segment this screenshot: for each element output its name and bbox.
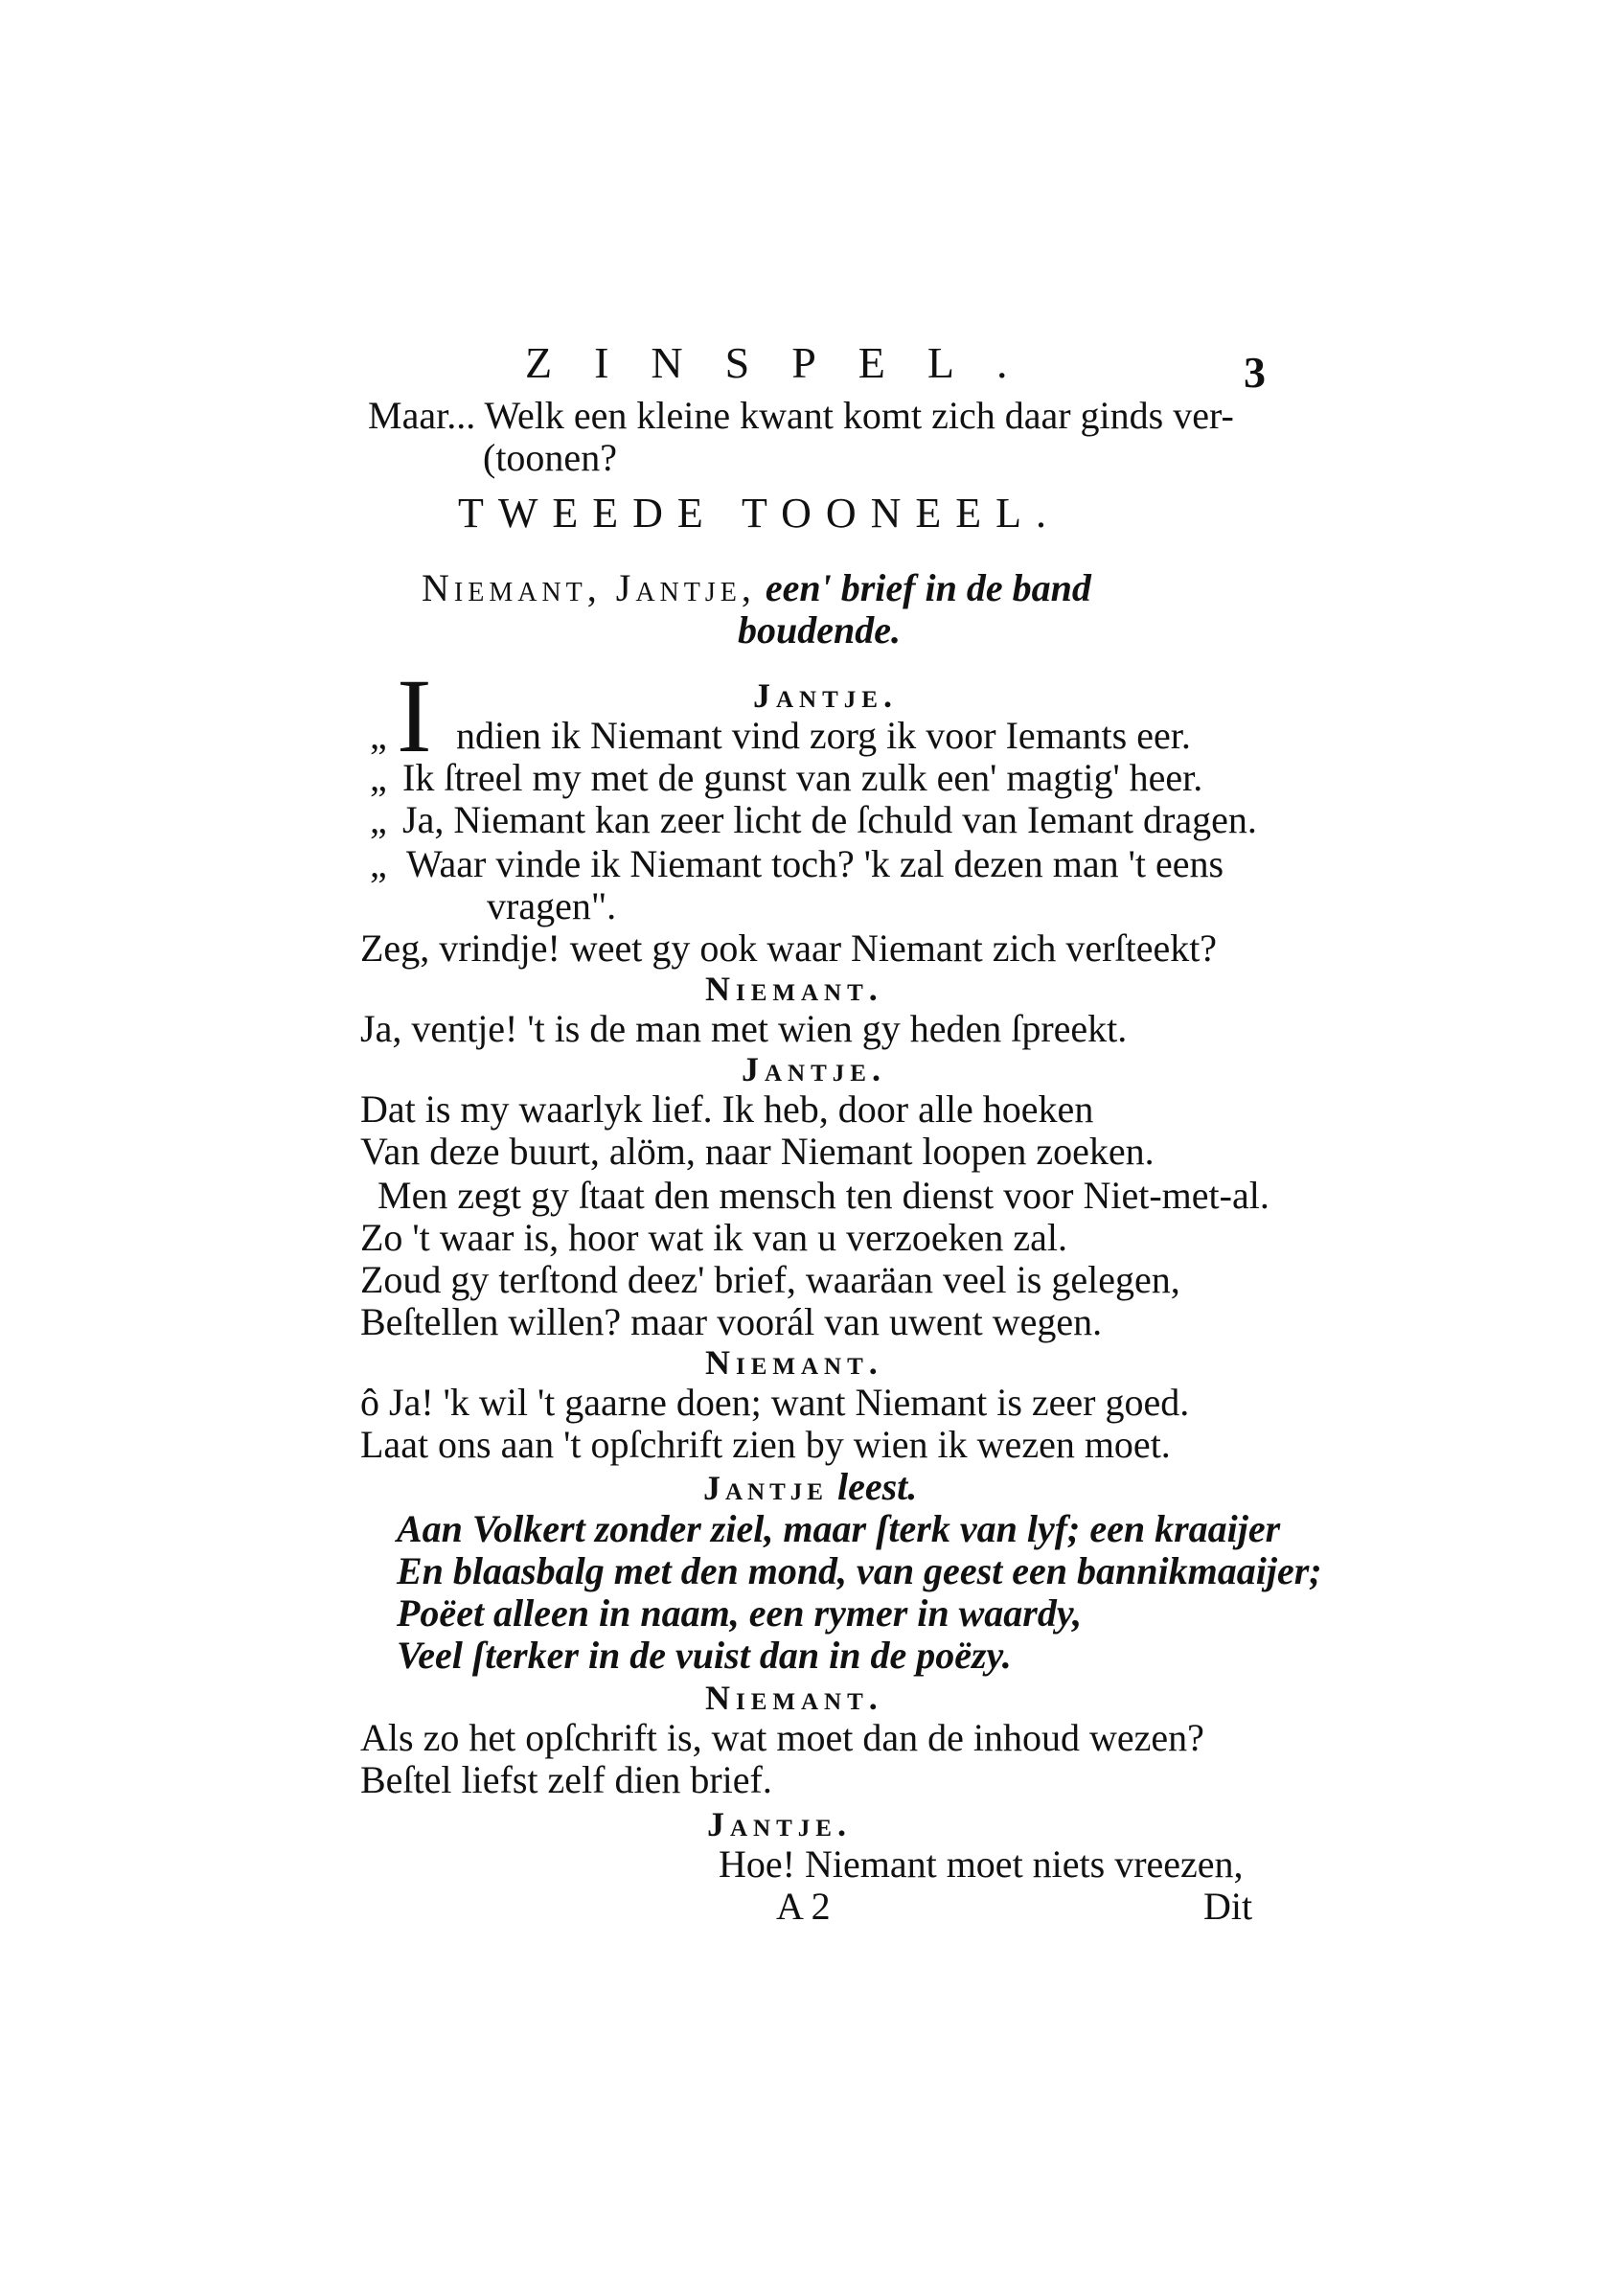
verse-line: Ja, ventje! 't is de man met wien gy heden ſpreekt. [360, 1007, 1128, 1050]
quote-mark: „ [370, 798, 387, 841]
catchword: Dit [1203, 1885, 1253, 1928]
verse-line: ô Ja! 'k wil 't gaarne doen; want Niemant is zeer goed. [360, 1381, 1190, 1424]
verse-line: Als zo het opſchrift is, wat moet dan de inhoud wezen? [360, 1716, 1204, 1759]
page-number: 3 [1244, 348, 1266, 397]
verse-line: vragen". [487, 884, 617, 927]
speaker-name: Jantje. [742, 1050, 886, 1088]
verse-line: Ja, Niemant kan zeer licht de ſchuld van Iemant dragen. [402, 798, 1257, 841]
cast-direction: een' brief in de band [765, 566, 1091, 609]
speaker-line [703, 1466, 917, 1509]
speaker-name: Niemant. [705, 1343, 883, 1382]
speaker-name: Jantje. [707, 1805, 852, 1843]
verse-line: Ik ſtreel my met de gunst van zulk een' magtig' heer. [402, 756, 1203, 799]
verse-line: Van deze buurt, alöm, naar Niemant loopen zoeken. [360, 1130, 1155, 1173]
letter-address-line: Veel ſterker in de vuist dan in de poëzy. [397, 1634, 1012, 1677]
speaker-name: Jantje [703, 1469, 828, 1507]
scene-title: TWEEDE TOONEEL. [458, 490, 1062, 537]
letter-address-line: Poëet alleen in naam, een rymer in waardy, [397, 1591, 1083, 1635]
verse-line: ndien ik Niemant vind zorg ik voor Iemants eer. [456, 714, 1191, 757]
verse-line: Waar vinde ik Niemant toch? 'k zal dezen man 't eens [406, 842, 1224, 885]
speaker-name: Niemant. [705, 1679, 883, 1717]
running-title: ZINSPEL. [525, 338, 1050, 387]
verse-line: Dat is my waarlyk lief. Ik heb, door alle hoeken [360, 1087, 1094, 1131]
verse-line: (toonen? [483, 436, 617, 479]
signature-mark: A 2 [776, 1885, 831, 1928]
verse-line: Zoud gy terſtond deez' brief, waaräan veel is gelegen, [360, 1258, 1180, 1301]
verse-line: Laat ons aan 't opſchrift zien by wien ik wezen moet. [360, 1423, 1171, 1466]
quote-mark: „ [370, 842, 387, 885]
letter-address-line: Aan Volkert zonder ziel, maar ſterk van lyf; een kraaijer [397, 1507, 1281, 1550]
cast-direction-continued: boudende. [738, 608, 901, 652]
letter-address-line: En blaasbalg met den mond, van geest een bannikmaaijer; [397, 1549, 1322, 1592]
cast-names: Niemant, Jantje, [422, 566, 756, 609]
quote-mark: „ [370, 714, 387, 757]
verse-line: Men zegt gy ſtaat den mensch ten dienst voor Niet-met-al. [377, 1174, 1269, 1217]
verse-line: Hoe! Niemant moet niets vreezen, [719, 1842, 1244, 1886]
verse-line: Zo 't waar is, hoor wat ik van u verzoeken zal. [360, 1216, 1068, 1259]
verse-line: Maar... Welk een kleine kwant komt zich daar ginds ver- [368, 394, 1234, 437]
verse-line: Beſtellen willen? maar voorál van uwent wegen. [360, 1300, 1103, 1343]
cast-line [422, 567, 1091, 609]
verse-line: Zeg, vrindje! weet gy ook waar Niemant zich verſteekt? [360, 927, 1218, 970]
speaker-name: Niemant. [705, 970, 883, 1008]
verse-line: Beſtel liefst zelf dien brief. [360, 1758, 772, 1801]
speaker-name: Jantje. [753, 676, 898, 715]
drop-capital: I [397, 657, 432, 774]
stage-direction: leest. [836, 1465, 918, 1508]
quote-mark: „ [370, 756, 387, 799]
